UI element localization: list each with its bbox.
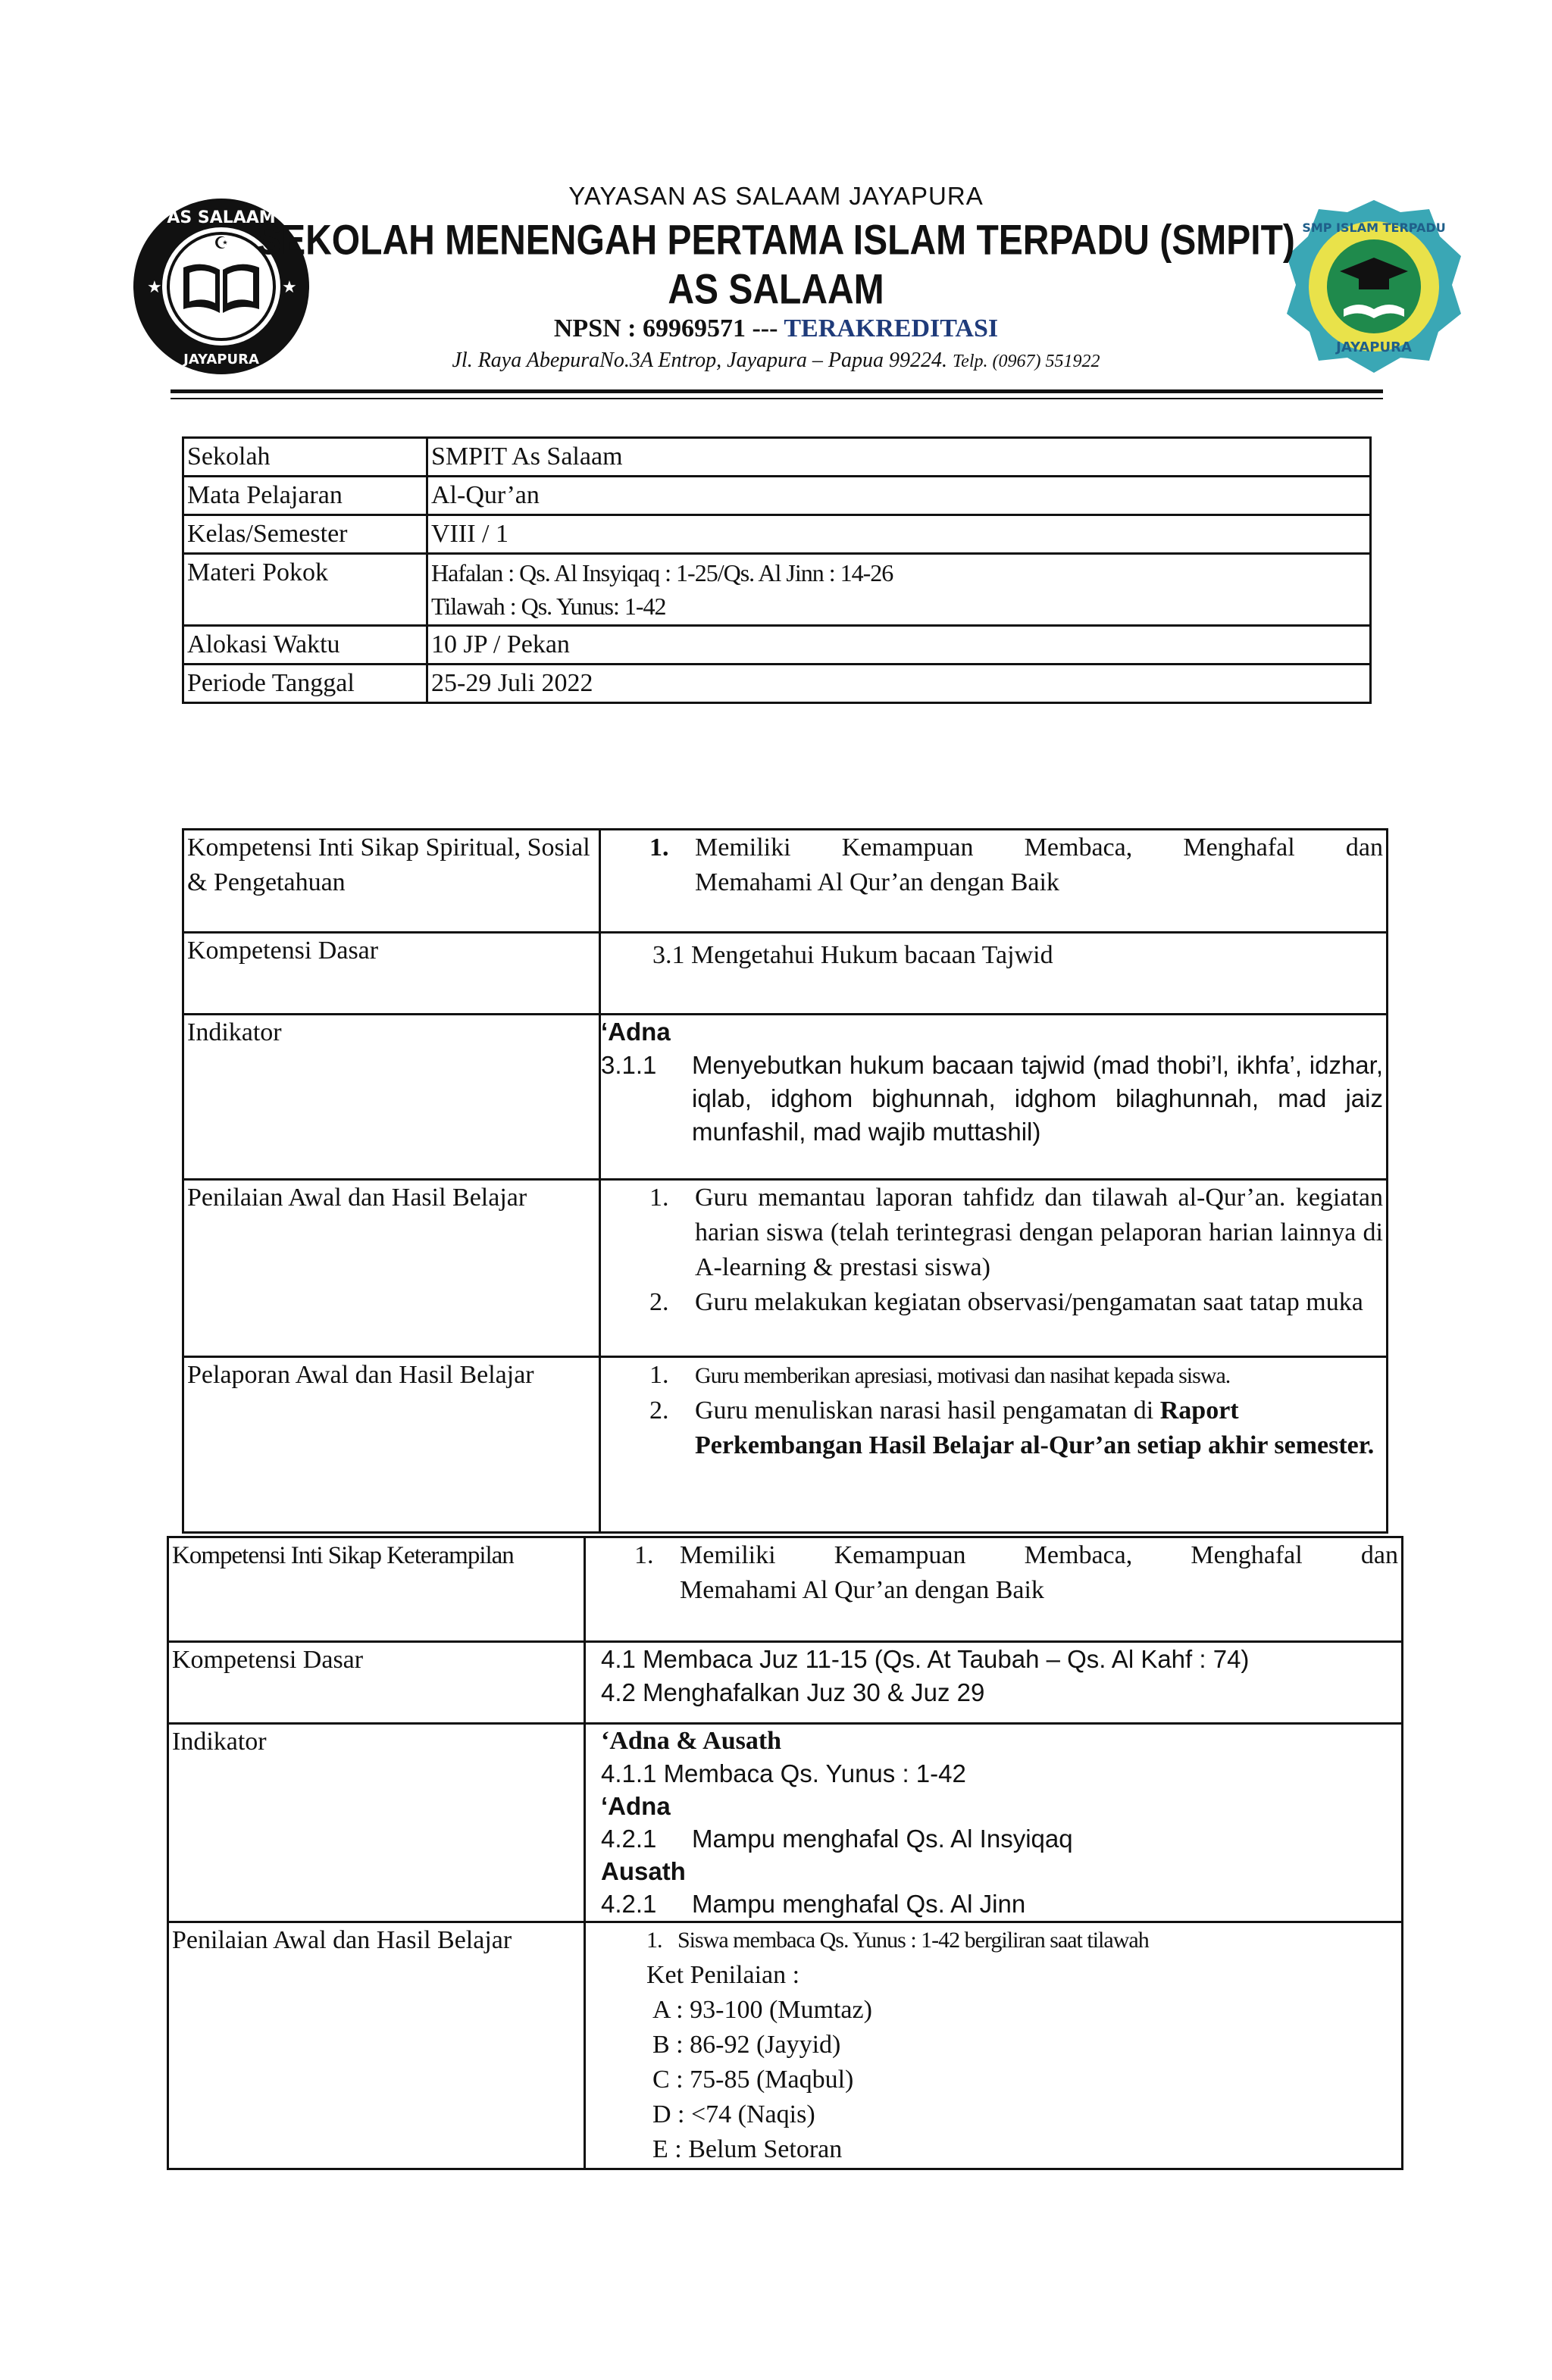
table-row xyxy=(183,830,1388,933)
identity-value: VIII / 1 xyxy=(427,515,1371,554)
svg-text:★: ★ xyxy=(282,277,297,296)
identity-value: 10 JP / Pekan xyxy=(427,626,1371,665)
indikator-item: 4.1.1 Membaca Qs. Yunus : 1-42 xyxy=(601,1759,966,1787)
indikator-level: ‘Adna & Ausath xyxy=(601,1727,782,1755)
pelaporan-text-bold: Raport Perkembangan Hasil Belajar al-Qur’an setiap akhir semester. xyxy=(695,1396,1375,1459)
indikator-item: Mampu menghafal Qs. Al Jinn xyxy=(692,1890,1026,1918)
indikator-number: 3.1.1 xyxy=(601,1051,657,1079)
penilaian-number: 2. xyxy=(649,1288,669,1316)
indikator-item: Mampu menghafal Qs. Al Insyiqaq xyxy=(692,1825,1073,1853)
identity-value xyxy=(427,554,1371,626)
svg-text:☪: ☪ xyxy=(214,234,229,253)
svg-text:★: ★ xyxy=(147,277,162,296)
identity-label: Mata Pelajaran xyxy=(183,477,427,515)
spiritual-competency-table xyxy=(182,828,1388,1534)
accreditation: TERAKREDITASI xyxy=(784,314,999,342)
address-line xyxy=(0,349,1552,373)
penilaian-item xyxy=(646,1923,1398,1958)
table-row xyxy=(183,626,1371,665)
penilaian-value xyxy=(585,1922,1403,2169)
penilaian-text: Guru memantau laporan tahfidz dan tilawah al-Qur’an. kegiatan harian siswa (telah terintegrasi dengan pelaporan harian lainnya di A-learning & prestasi siswa) xyxy=(695,1184,1383,1281)
table-row xyxy=(183,477,1371,515)
table-row xyxy=(183,1015,1388,1180)
penilaian-number: 1. xyxy=(646,1928,662,1953)
indikator-number: 4.2.1 xyxy=(601,1825,657,1853)
kd-value xyxy=(600,933,1388,1015)
phone: Telp. (0967) 551922 xyxy=(953,352,1100,371)
penilaian-label: Penilaian Awal dan Hasil Belajar xyxy=(183,1180,600,1357)
school-name-line2: AS SALAAM xyxy=(668,267,884,313)
kd-line: 4.1 Membaca Juz 11-15 (Qs. At Taubah – Qs. Al Kahf : 74) xyxy=(601,1645,1250,1673)
npsn-line xyxy=(0,314,1552,343)
identity-label: Alokasi Waktu xyxy=(183,626,427,665)
materi-hafalan: Hafalan : Qs. Al Insyiqaq : 1-25/Qs. Al Jinn : 14-26 xyxy=(431,559,893,586)
identity-label: Kelas/Semester xyxy=(183,515,427,554)
svg-text:JAYAPURA: JAYAPURA xyxy=(183,352,259,367)
grade-item: E : Belum Setoran xyxy=(652,2135,843,2163)
penilaian-value xyxy=(600,1180,1388,1357)
ki-number: 1. xyxy=(634,1541,654,1569)
kd-text: 3.1 Mengetahui Hukum bacaan Tajwid xyxy=(652,941,1053,969)
indikator-value xyxy=(600,1015,1388,1180)
table-row xyxy=(183,1357,1388,1533)
indikator-text: Menyebutkan hukum bacaan tajwid (mad thobi’l, ikhfa’, idzhar, iqlab, idghom bighunnah, idghom bilaghunnah, mad jaiz munfashil, mad wajib muttashil) xyxy=(692,1051,1383,1146)
foundation-name: YAYASAN AS SALAAM JAYAPURA xyxy=(568,182,984,210)
kd-value xyxy=(585,1642,1403,1724)
ki-text-line1: Memiliki Kemampuan Membaca, Menghafal dan xyxy=(695,833,1383,862)
address: Jl. Raya AbepuraNo.3A Entrop, Jayapura – Papua 99224. xyxy=(452,349,948,372)
npsn: NPSN : 69969571 --- xyxy=(553,314,778,342)
penilaian-text: Guru melakukan kegiatan observasi/pengamatan saat tatap muka xyxy=(695,1288,1363,1316)
penilaian-number: 1. xyxy=(649,1184,669,1212)
indikator-level: ‘Adna xyxy=(601,1792,671,1820)
grade-item: B : 86-92 (Jayyid) xyxy=(652,2031,841,2059)
header-divider xyxy=(171,389,1383,393)
kd-label: Kompetensi Dasar xyxy=(183,933,600,1015)
svg-text:JAYAPURA: JAYAPURA xyxy=(1336,339,1412,355)
kd-label: Kompetensi Dasar xyxy=(168,1642,585,1724)
pelaporan-number: 1. xyxy=(649,1361,669,1389)
grade-item: D : <74 (Naqis) xyxy=(652,2100,815,2128)
indikator-level: Ausath xyxy=(601,1857,686,1885)
table-row xyxy=(168,1922,1403,2169)
ki-text-line2: Memahami Al Qur’an dengan Baik xyxy=(695,868,1059,896)
identity-value: Al-Qur’an xyxy=(427,477,1371,515)
svg-text:AS SALAAM: AS SALAAM xyxy=(167,208,276,227)
indikator-level: ‘Adna xyxy=(601,1018,671,1046)
table-row xyxy=(183,515,1371,554)
ket-penilaian-label: Ket Penilaian : xyxy=(646,1961,800,1989)
penilaian-label: Penilaian Awal dan Hasil Belajar xyxy=(168,1922,585,2169)
indikator-label: Indikator xyxy=(168,1724,585,1922)
indikator-label: Indikator xyxy=(183,1015,600,1180)
table-row xyxy=(183,933,1388,1015)
table-row xyxy=(183,438,1371,477)
skills-competency-table xyxy=(167,1536,1403,2170)
svg-text:SMP ISLAM TERPADU: SMP ISLAM TERPADU xyxy=(1302,220,1446,235)
ki-value xyxy=(585,1537,1403,1642)
table-row xyxy=(183,665,1371,703)
table-row xyxy=(183,554,1371,626)
pelaporan-value xyxy=(600,1357,1388,1533)
indikator-value xyxy=(585,1724,1403,1922)
ki-text-line2: Memahami Al Qur’an dengan Baik xyxy=(680,1576,1044,1604)
school-name: SEKOLAH MENENGAH PERTAMA ISLAM TERPADU (SMPIT) xyxy=(257,217,1295,264)
table-row xyxy=(168,1537,1403,1642)
identity-table xyxy=(182,436,1372,704)
ki-label: Kompetensi Inti Sikap Spiritual, Sosial & Pengetahuan xyxy=(183,830,600,933)
ki-label: Kompetensi Inti Sikap Keterampilan xyxy=(168,1537,585,1642)
indikator-number: 4.2.1 xyxy=(601,1890,657,1918)
ki-text-line1: Memiliki Kemampuan Membaca, Menghafal dan xyxy=(680,1541,1398,1569)
identity-label: Sekolah xyxy=(183,438,427,477)
identity-value: 25-29 Juli 2022 xyxy=(427,665,1371,703)
pelaporan-text: Guru memberikan apresiasi, motivasi dan nasihat kepada siswa. xyxy=(695,1363,1231,1388)
pelaporan-number: 2. xyxy=(649,1396,669,1425)
table-row xyxy=(183,1180,1388,1357)
header-divider-thin xyxy=(171,398,1383,399)
identity-label: Materi Pokok xyxy=(183,554,427,626)
materi-tilawah: Tilawah : Qs. Yunus: 1-42 xyxy=(431,593,666,620)
pelaporan-label: Pelaporan Awal dan Hasil Belajar xyxy=(183,1357,600,1533)
ki-number: 1. xyxy=(649,833,669,862)
table-row xyxy=(168,1642,1403,1724)
ki-value xyxy=(600,830,1388,933)
table-row xyxy=(168,1724,1403,1922)
grade-item: A : 93-100 (Mumtaz) xyxy=(652,1996,872,2024)
identity-label: Periode Tanggal xyxy=(183,665,427,703)
penilaian-text: Siswa membaca Qs. Yunus : 1-42 bergiliran saat tilawah xyxy=(677,1928,1149,1953)
grade-item: C : 75-85 (Maqbul) xyxy=(652,2066,854,2094)
pelaporan-text: Guru menuliskan narasi hasil pengamatan di xyxy=(695,1396,1154,1425)
identity-value: SMPIT As Salaam xyxy=(427,438,1371,477)
kd-line: 4.2 Menghafalkan Juz 30 & Juz 29 xyxy=(601,1678,985,1706)
